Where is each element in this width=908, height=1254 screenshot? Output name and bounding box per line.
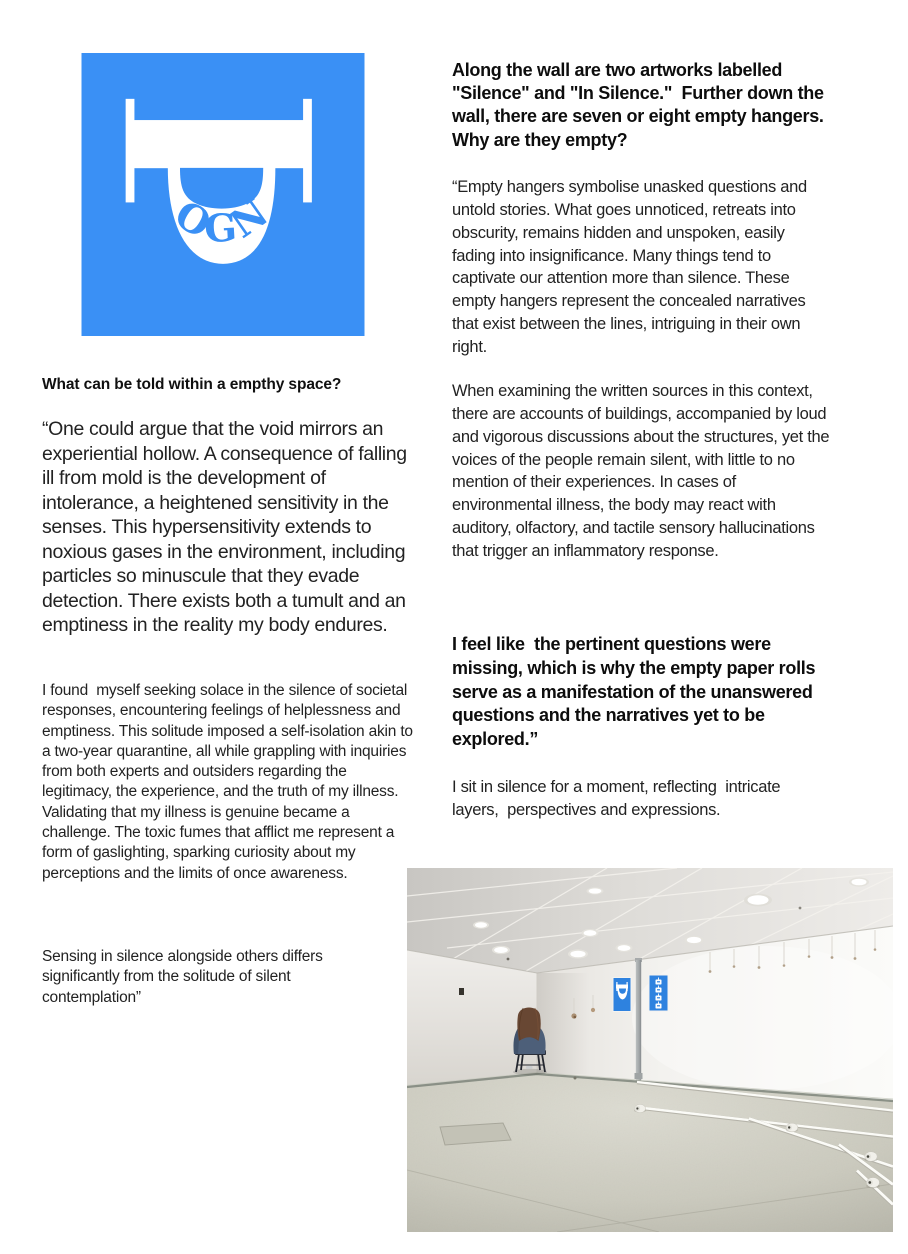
left-paragraph: I found myself seeking solace in the silence of societal responses, encountering feelings of helplessness and emptiness. This solitude imposed a self-isolation akin to a two-year quarantine, all while grappling with inquiries from both experts and outsiders regarding the legitimacy, the experience, and the truth of my illness. Validating that my illness is genuine became a challenge. The toxic fumes that afflict me represent a form of gaslighting, sparking curiosity about my perceptions and the limits of once awareness. [42, 682, 417, 882]
paper-roll [634, 1104, 646, 1112]
paper-roll [865, 1152, 878, 1162]
ceiling-light [849, 877, 869, 886]
right-quote-paragraph: “Empty hangers symbolise unasked questions and untold stories. What goes unnoticed, retreats into obscurity, remains hidden and unspoken, easily fading into insignificance. Many things tend to captivate our attention more than silence. These empty hangers represent the concealed narratives that exist between the lines, intriguing in their own right. [452, 178, 812, 356]
logo-left-post [126, 99, 135, 203]
person-shoe [526, 1066, 533, 1069]
paper-roll [786, 1123, 798, 1132]
floor-speckle [407, 1074, 893, 1232]
ceiling-light [492, 946, 510, 954]
logo-text: ÖGN [166, 188, 281, 253]
right-bold-quote: I feel like the pertinent questions were missing, which is why the empty paper rolls serve as a manifestation of the unanswered questions and the narratives yet to be explored.” [452, 634, 820, 750]
floor-mark [574, 1077, 577, 1080]
poster-hangers-icon [649, 975, 669, 1012]
right-sources-paragraph: When examining the written sources in this context, there are accounts of buildings, accompanied by loud and vigorous discussions about the structures, yet the voices of the people remain silent, with little to no mention of their experiences. In cases of environmental illness, the body may react with auditory, olfactory, and tactile sensory hallucinations that trigger an inflammatory response. [452, 382, 834, 560]
ceiling-light [587, 887, 604, 894]
ceiling-light [616, 944, 633, 952]
corner-shadow [537, 973, 589, 1074]
right-heading: Along the wall are two artworks labelled "Silence" and "In Silence." Further down the wall, there are seven or eight empty hangers. Why are they empty? [452, 60, 834, 150]
gallery-photo-scene [407, 868, 893, 1232]
person-hair [517, 1008, 540, 1042]
ceiling-light [568, 949, 588, 958]
ceiling-light [685, 936, 704, 944]
wall-mark [507, 958, 510, 961]
ogn-logo [80, 53, 366, 336]
ceiling-light [582, 929, 599, 937]
wall-highlight [632, 946, 893, 1090]
poster-logo-icon [613, 977, 632, 1012]
ogn-logo-graphic [80, 53, 366, 336]
person-shadow [513, 1069, 547, 1075]
logo-rail [128, 120, 309, 168]
left-heading: What can be told within a empthy space? [42, 376, 342, 393]
left-paragraph-closing: Sensing in silence alongside others differs significantly from the solitude of silent contemplation” [42, 948, 327, 1006]
paper-roll [866, 1178, 880, 1189]
sprinkler-dot [799, 907, 802, 910]
gallery-photo [407, 868, 893, 1232]
ceiling-light [473, 921, 489, 929]
ceiling-light [744, 894, 772, 907]
logo-right-post [303, 99, 312, 203]
right-closing: I sit in silence for a moment, reflecting intricate layers, perspectives and expressions. [452, 778, 785, 819]
small-artwork [459, 988, 464, 995]
left-quote-large: “One could argue that the void mirrors an experiential hollow. A consequence of falling ill from mold is the development of intolerance, a heightened sensitivity in the senses. This hypersensitivity extends to noxious gases in the environment, including particles so minuscule that they evade detection. There exists both a tumult and an emptiness in the reality my body endures. [42, 418, 412, 636]
